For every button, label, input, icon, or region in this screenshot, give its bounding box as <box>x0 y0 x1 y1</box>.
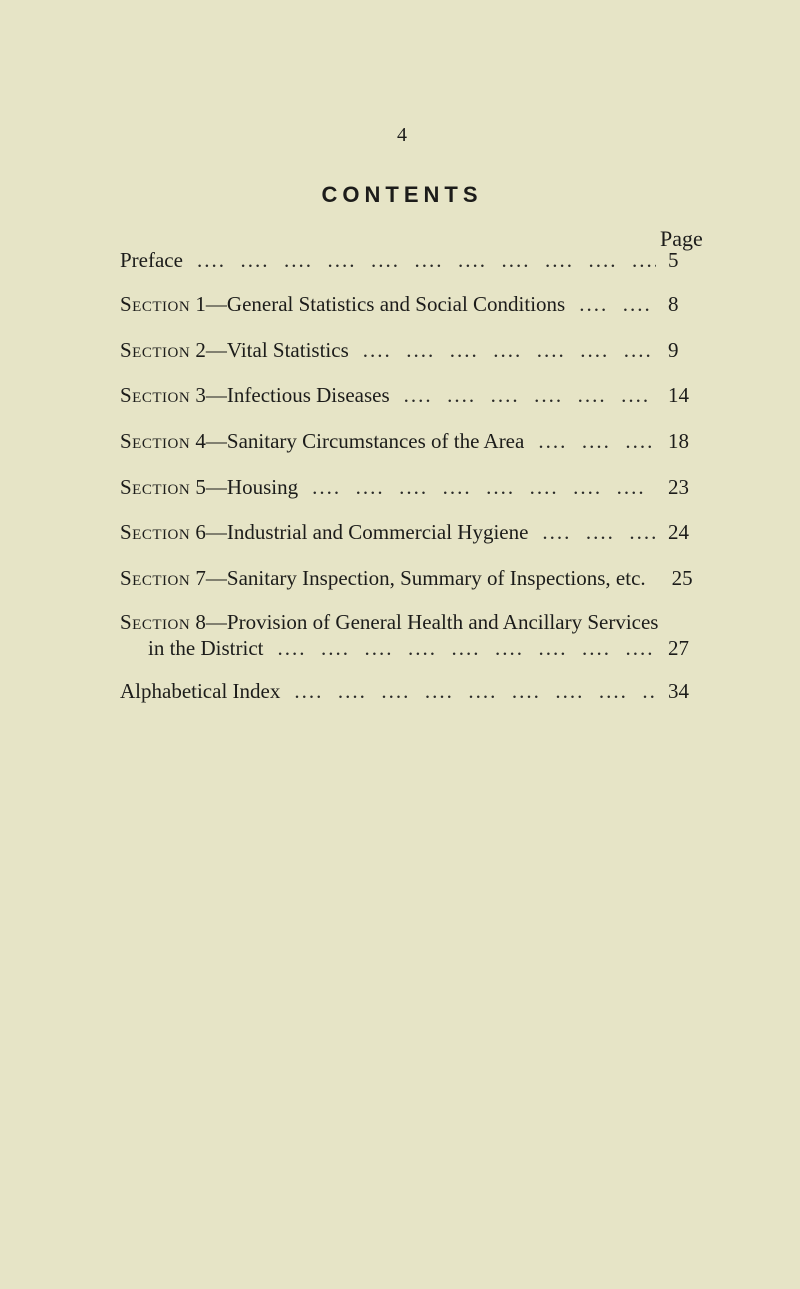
dot-leader <box>197 247 656 273</box>
toc-entry-label: 7—Sanitary Inspection, Summary of Inspections, etc. <box>195 566 646 590</box>
section-word: Section <box>120 475 191 499</box>
section-word: Section <box>120 292 191 316</box>
toc-entry-page: 27 <box>668 636 689 660</box>
page-number: 4 <box>397 124 407 146</box>
toc-entry-label: 1—General Statistics and Social Conditions <box>195 292 566 316</box>
toc-entry-label-continued: in the District <box>148 636 264 660</box>
section-word: Section <box>120 520 191 544</box>
dot-leader <box>277 635 656 661</box>
toc-entry-page: 5 <box>668 248 679 272</box>
dot-leader <box>538 428 656 454</box>
toc-entry-section-3[interactable] <box>120 382 700 408</box>
section-word: Section <box>120 338 191 362</box>
toc-entry-page: 8 <box>668 292 679 316</box>
toc-entry-section-5[interactable] <box>120 474 700 500</box>
toc-entry-preface[interactable] <box>120 247 700 273</box>
toc-entry-label: 2—Vital Statistics <box>195 338 349 362</box>
toc-entry-page: 14 <box>668 383 689 407</box>
toc-entry-label: 5—Housing <box>195 475 299 499</box>
section-word: Section <box>120 566 191 590</box>
toc-entry-label: 8—Provision of General Health and Ancillary Services <box>195 610 659 634</box>
toc-entry-section-6[interactable] <box>120 519 700 545</box>
dot-leader <box>579 291 656 317</box>
toc-entry-alphabetical-index[interactable] <box>120 678 700 704</box>
toc-entry-section-8[interactable] <box>120 609 700 661</box>
toc-entry-label: 4—Sanitary Circumstances of the Area <box>195 429 525 453</box>
section-word: Section <box>120 429 191 453</box>
section-word: Section <box>120 383 191 407</box>
toc-entry-page: 23 <box>668 475 689 499</box>
toc-entry-label: 3—Infectious Diseases <box>195 383 390 407</box>
dot-leader <box>312 474 656 500</box>
dot-leader <box>294 678 656 704</box>
toc-entry-label: 6—Industrial and Commercial Hygiene <box>195 520 529 544</box>
toc-entry-page: 24 <box>668 520 689 544</box>
toc-entry-section-2[interactable] <box>120 337 700 363</box>
toc-entry-page: 34 <box>668 679 689 703</box>
toc-entry-section-1[interactable] <box>120 291 700 317</box>
page-title: CONTENTS <box>321 182 483 207</box>
page-column-heading: Page <box>660 226 703 251</box>
toc-entry-label: Alphabetical Index <box>120 679 281 703</box>
toc-entry-section-7[interactable] <box>120 565 700 591</box>
dot-leader <box>542 519 656 545</box>
toc-entry-label: Preface <box>120 248 183 272</box>
dot-leader <box>404 382 656 408</box>
toc-entry-page: 18 <box>668 429 689 453</box>
toc-entry-page: 9 <box>668 338 679 362</box>
toc-entry-section-4[interactable] <box>120 428 700 454</box>
dot-leader <box>363 337 656 363</box>
toc-entry-page: 25 <box>671 566 693 590</box>
section-word: Section <box>120 610 191 634</box>
